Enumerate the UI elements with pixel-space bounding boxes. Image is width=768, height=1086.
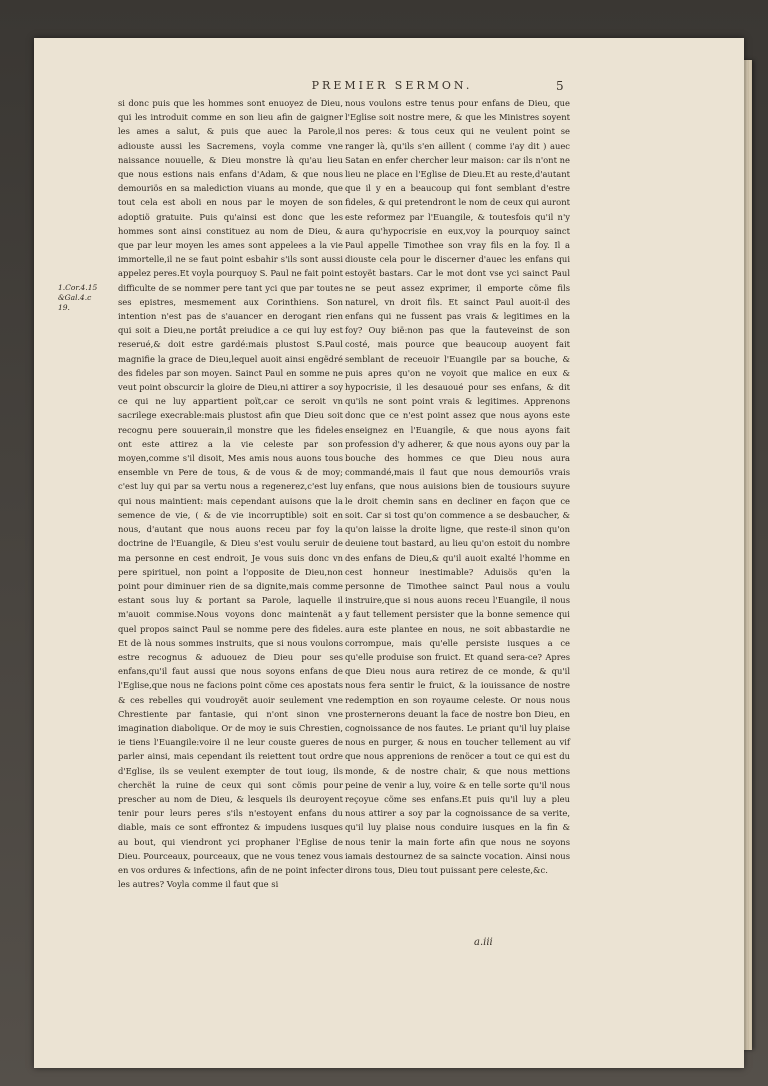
signature-mark: a.iii: [474, 937, 493, 948]
left-column-text: si donc puis que les hommes sont enuoyez de Dieu, qui les introduit comme en son lieu afin de gaigner les ames a salut, & puis que auec la Parole,il adiouste aussi les Sacremens, voyla comme vne naissance nouuelle, & Dieu monstre là qu'au lieu que nous estions nais enfans d'Adam, & que nous demouriös en sa malediction viuans au monde, que tout cela est aboli en nous par le moyen de son adoptiö gratuite. Puis qu'ainsi est donc que les hommes sont ainsi constituez au nom de Dieu, & que par leur moyen les ames sont appelees a la vie immortelle,il ne se faut point esbahir s'ils sont aussi appelez peres.Et voyla pourquoy S. Paul ne fait point difficulte de se nommer pere tant yci que par toutes ses epistres, mesmement aux Corinthiens. Son intention n'est pas de s'auancer en derogant rien qui soit a Dieu,ne portât preiudice a ce qui luy est reserué,& doit estre gardé:mais plustost S.Paul magnifie la grace de Dieu,lequel auoit ainsi engëdré des fideles par son moyen. Sainct Paul en somme ne veut point obscurcir la gloire de Dieu,ni attirer a soy ce qui ne luy appartient poït,car ce seroit vn sacrilege execrable:mais plustost afin que Dieu soit recognu pere souuerain,il monstre que les fideles ont este attirez a la vie celeste par son moyen,comme s'il disoit, Mes amis nous auons tous ensemble vn Pere de tous, & de vous & de moy; c'est luy qui par sa vertu nous a regenerez,c'est luy qui nous maintient: mais cependant auisons que la semence de vie, ( & de vie incorruptible) soit en nous, d'autant que nous auons receu par foy la doctrine de l'Euangile, & Dieu s'est voulu seruir de ma personne en cest endroit, Je vous suis donc vn pere spirituel, non point a l'opposite de Dieu,non point pour diminuer rien de sa dignite,mais comme estant sous luy & portant sa Parole, laquelle il m'auoit commise.Nous voyons donc maintenät a quel propos sainct Paul se nomme pere des fideles. Et de là nous sommes instruits, que si nous voulons estre recognus & aduouez de Dieu pour ses enfans,qu'il faut aussi que nous soyons enfans de l'Eglise,que nous ne facions point cöme ces apostats & ces rebelles qui voudroyët auoir seulement vne Chrestiente par fantasie, qui n'ont sinon vne imagination diabolique. Or de moy ie suis Chrestien, ie tiens l'Euangile:voire il ne leur couste gueres de parler ainsi, mais cependant ils reiettent tout ordre d'Eglise, ils se veulent exempter de tout ioug, ils cherchët la ruine de ceux qui sont cömis pour prescher au nom de Dieu, & lesquels ils deuroyent tenir pour leurs peres s'ils n'estoyent enfans du diable, mais ce sont effrontez & impudens iusques au bout, qui viendront yci prophaner l'Eglise de Dieu. Pourceaux, pourceaux, que ne vous tenez vous en vos ordures & infections, afin de ne point infecter les autres? Voyla comme il faut que si: [118, 98, 343, 890]
text-column-left: [118, 96, 343, 890]
margin-reference-line: &Gal.4.c: [58, 293, 92, 302]
margin-reference-line: 1.Cor.4.15: [58, 283, 98, 292]
running-head: PREMIER SERMON.: [311, 79, 473, 92]
margin-reference: [58, 283, 116, 313]
right-column-text: nous voulons estre tenus pour enfans de Dieu, que l'Eglise soit nostre mere, & que les Ministres soyent nos peres: & tous ceux qui ne veulent point se ranger là, qu'ils s'en aillent ( comme i'ay dit ) auec Satan en enfer chercher leur maison: car ils n'ont ne lieu ne place en l'Eglise de Dieu.Et au reste,d'autant que il y en a beaucoup qui font semblant d'estre fideles, & qui pretendront le nom de ceux qui auront este reformez par l'Euangile, & toutesfois qu'il n'y aura qu'hypocrisie en eux,voy la pourquoy sainct Paul appelle Timothee son vray fils en la foy. Il a diouste cela pour le discerner d'auec les enfans qui estoyët bastars. Car le mot dont vse yci sainct Paul ne se peut assez exprimer, il emporte cöme fils naturel, vn droit fils. Et sainct Paul auoit-il des enfans qui ne fussent pas vrais & legitimes en la foy? Ouy bië:non pas que la fauteveinst de son costé, mais pource que beaucoup auoyent fait semblant de receuoir l'Euangile par sa bouche, & puis apres qu'on ne voyoit que malice en eux & hypocrisie, il les desauoué pour ses enfans, & dit qu'ils ne sont point vrais & legitimes. Apprenons donc que ce n'est point assez que nous ayons este enseignez en l'Euangile, & que nous ayons fait profession d'y adherer, & que nous ayons ouy par la bouche des hommes ce que Dieu nous aura commandé,mais il faut que nous demouriös vrais enfans, que nous auisions bien de tousiours suyure le droit chemin sans en decliner en façon que ce soit. Car si tost qu'on commence a se desbaucher, & qu'on laisse la droite ligne, que reste-il sinon qu'on deuiene tout bastard, au lieu qu'on estoit du nombre des enfans de Dieu,& qu'il auoit exalté l'homme en cest honneur inestimable? Aduisös qu'en la personne de Timothee sainct Paul nous a voulu instruire,que si nous auons receu l'Euangile, il nous y faut tellement persister que la bonne semence qui aura este plantee en nous, ne soit abbastardie ne corrompue, mais qu'elle persiste iusques a ce qu'elle produise son fruict. Et quand sera-ce? Apres que Dieu nous aura retirez de ce monde, & qu'il nous fera sentir le fruict, & la iouissance de nostre redemption en son royaume celeste. Or nous nous prosternerons deuant la face de nostre bon Dieu, en cognoissance de nos fautes. Le priant qu'il luy plaise nous en purger, & nous en toucher tellement au vif que nous apprenions de renöcer a tout ce qui est du monde, & de nostre chair, & que nous mettions peine de venir a luy, voire & en telle sorte qu'il nous reçoyue cöme ses enfans.Et puis qu'il luy a pleu nous attirer a soy par la cognoissance de sa verite, qu'il luy plaise nous conduire iusques en la fin & nous tenir la main forte afin que nous ne soyons iamais destournez de sa saincte vocation. Ainsi nous dirons tous, Dieu tout puissant pere celeste,&c.: [345, 98, 570, 875]
text-column-right: [345, 96, 570, 875]
page-number: 5: [556, 79, 564, 93]
margin-reference-line: 19.: [58, 303, 70, 312]
